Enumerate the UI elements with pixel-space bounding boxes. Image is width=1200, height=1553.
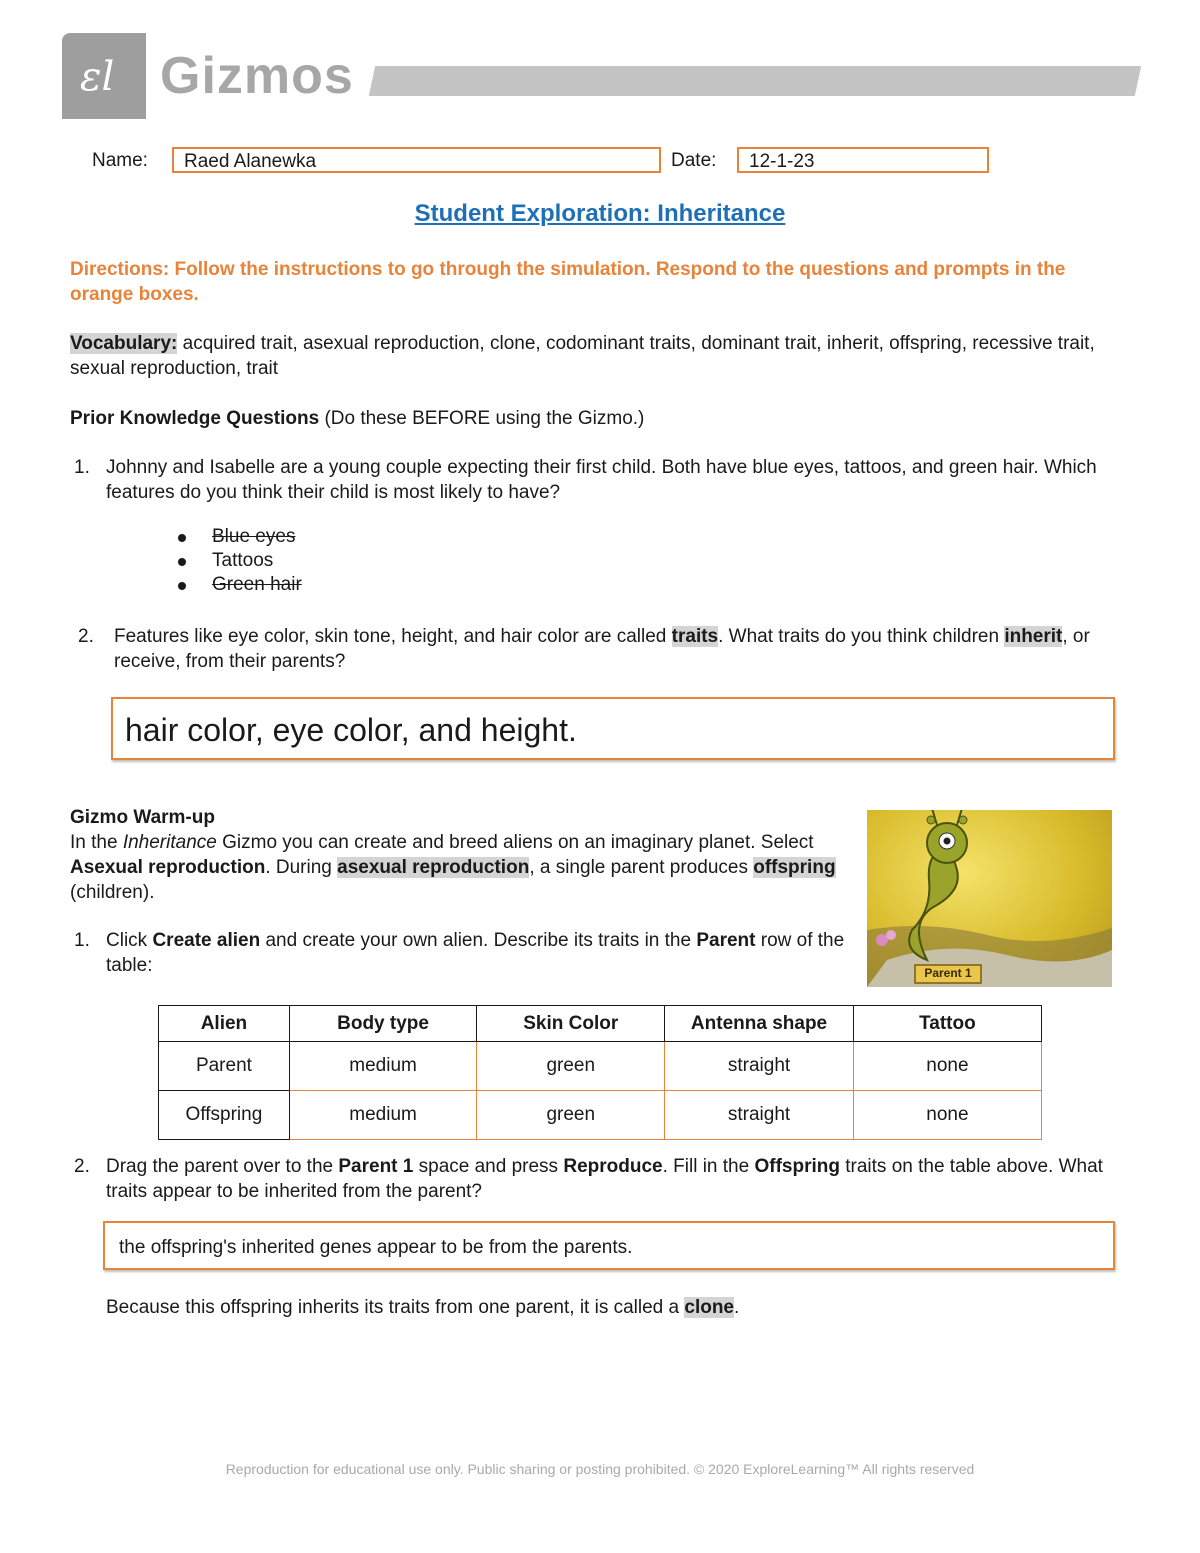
warmup-heading: [70, 805, 215, 830]
date-label: Date:: [671, 150, 717, 171]
row-label-offspring: Offspring: [159, 1091, 290, 1140]
alien-illustration-icon: [867, 810, 1112, 987]
vocabulary: [70, 331, 1130, 381]
warmup-intro-b: Gizmo you can create and breed aliens on an imaginary planet. Select: [216, 832, 814, 853]
warmup-intro-a: In the: [70, 832, 123, 853]
warmup-q1-text: [106, 928, 856, 978]
footer: Reproduction for educational use only. Public sharing or posting prohibited. © 2020 ExploreLearning™ All rights reserved: [225, 1461, 975, 1477]
header-bar: [369, 66, 1141, 96]
col-skin-color: Skin Color: [477, 1006, 665, 1042]
warmup-q2-answer-box[interactable]: [103, 1221, 1115, 1270]
table-header-row: [159, 1006, 1042, 1042]
term-inherit: inherit: [1004, 626, 1063, 647]
table-row: [159, 1091, 1042, 1140]
q2-text-part1: Features like eye color, skin tone, height, and hair color are called: [114, 626, 672, 647]
clone-sentence-a: Because this offspring inherits its traits from one parent, it is called a: [106, 1297, 685, 1318]
warmup-intro-c: . During: [265, 857, 338, 878]
col-alien: Alien: [159, 1006, 290, 1042]
col-body-type: Body type: [289, 1006, 476, 1042]
row-label-parent: Parent: [159, 1042, 290, 1091]
cell-parent-skin-color[interactable]: green: [477, 1042, 665, 1091]
cell-parent-body-type[interactable]: medium: [289, 1042, 476, 1091]
table-row: [159, 1042, 1042, 1091]
q2-text-part2: . What traits do you think children: [718, 626, 1005, 647]
q2-text: [114, 624, 1130, 674]
term-asexual-reproduction: asexual reproduction: [337, 857, 530, 878]
warmup-q2-f: Offspring: [754, 1156, 840, 1177]
warmup-heading-text: Gizmo Warm-up: [70, 807, 215, 828]
col-tattoo: Tattoo: [853, 1006, 1041, 1042]
warmup-q1-e: row of the table:: [106, 930, 845, 976]
date-field[interactable]: 12-1-23: [737, 147, 989, 173]
clone-sentence-b: .: [734, 1297, 740, 1318]
brand-name: Gizmos: [160, 47, 354, 105]
prior-knowledge-heading: [70, 406, 1130, 431]
option-blue-eyes: Blue eyes: [178, 525, 478, 549]
q1-options: [178, 525, 478, 597]
name-label: Name:: [92, 150, 148, 171]
name-field[interactable]: Raed Alanewka: [172, 147, 661, 173]
option-tattoos: Tattoos: [178, 549, 478, 573]
option-green-hair: Green hair: [178, 573, 478, 597]
clone-sentence: [106, 1295, 1106, 1320]
vocabulary-text: acquired trait, asexual reproduction, clone, codominant traits, dominant trait, inherit, offspring, recessive trait, sexual reproduction, trait: [70, 333, 1095, 379]
warmup-intro-d: , a single parent produces: [529, 857, 754, 878]
directions: Directions: Follow the instructions to go through the simulation. Respond to the questions and prompts in the orange boxes.: [70, 259, 1066, 305]
term-clone: clone: [684, 1297, 734, 1318]
warmup-q1-c: and create your own alien. Describe its traits in the: [260, 930, 697, 951]
el-logo-icon: [74, 46, 134, 106]
vocabulary-label: Vocabulary:: [70, 333, 178, 354]
cell-offspring-skin-color[interactable]: green: [477, 1091, 665, 1140]
col-antenna-shape: Antenna shape: [665, 1006, 854, 1042]
cell-offspring-tattoo[interactable]: none: [853, 1091, 1041, 1140]
term-offspring: offspring: [753, 857, 836, 878]
alien-image: [867, 810, 1112, 987]
warmup-q2-b: Parent 1: [338, 1156, 414, 1177]
cell-parent-tattoo[interactable]: none: [853, 1042, 1041, 1091]
cell-offspring-antenna-shape[interactable]: straight: [665, 1091, 854, 1140]
warmup-intro-bold: Asexual reproduction: [70, 857, 266, 878]
warmup-q2-number: 2.: [74, 1156, 90, 1177]
alien-traits-table: [158, 1005, 1042, 1140]
svg-text:ɛl: ɛl: [80, 54, 115, 100]
prior-knowledge-note: (Do these BEFORE using the Gizmo.): [324, 408, 645, 429]
q2-text-part3: , or receive, from their parents?: [114, 626, 1090, 672]
page-title: Student Exploration: Inheritance: [414, 200, 786, 227]
warmup-q2-c: space and press: [413, 1156, 564, 1177]
explorelearning-logo: [62, 33, 146, 119]
q2-number: 2.: [78, 626, 94, 647]
warmup-q2-a: Drag the parent over to the: [106, 1156, 339, 1177]
warmup-q1-a: Click: [106, 930, 153, 951]
q2-answer-box[interactable]: [111, 697, 1115, 760]
q1-number: 1.: [74, 457, 90, 478]
warmup-intro-e: (children).: [70, 882, 155, 903]
term-traits: traits: [671, 626, 719, 647]
warmup-intro-italic: Inheritance: [122, 832, 217, 853]
cell-parent-antenna-shape[interactable]: straight: [665, 1042, 854, 1091]
warmup-q2-text: [106, 1154, 1126, 1204]
warmup-q1-d: Parent: [696, 930, 756, 951]
warmup-intro: [70, 830, 855, 905]
prior-knowledge-title: Prior Knowledge Questions: [70, 408, 320, 429]
cell-offspring-body-type[interactable]: medium: [289, 1091, 476, 1140]
parent-1-label: Parent 1: [924, 966, 972, 980]
warmup-q2-d: Reproduce: [563, 1156, 663, 1177]
warmup-q2-answer: the offspring's inherited genes appear to be from the parents.: [119, 1237, 633, 1258]
q2-answer: hair color, eye color, and height.: [125, 712, 577, 748]
warmup-q2-g: traits on the table above. What traits appear to be inherited from the parent?: [106, 1156, 1103, 1202]
warmup-q2-e: . Fill in the: [662, 1156, 755, 1177]
warmup-q1-number: 1.: [74, 930, 90, 951]
warmup-q1-b: Create alien: [152, 930, 261, 951]
q1-text: Johnny and Isabelle are a young couple expecting their first child. Both have blue eyes, tattoos, and green hair. Which features do you think their child is most likely to have?: [106, 457, 1097, 503]
